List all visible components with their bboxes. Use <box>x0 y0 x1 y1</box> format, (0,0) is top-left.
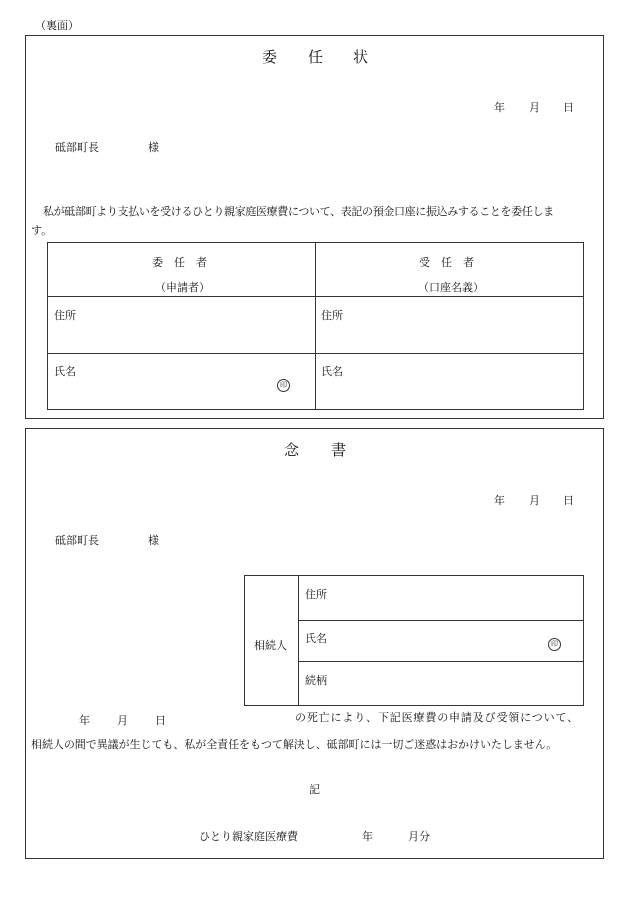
proxy-title-char-3: 状 <box>353 48 369 66</box>
heir-seal-mark: 印 <box>548 638 561 651</box>
ki-note-mark: 記 <box>309 783 320 796</box>
heir-table-row-line-2 <box>298 661 584 662</box>
page-side-label: （裏面） <box>35 19 79 32</box>
pledge-date-day: 日 <box>563 494 574 507</box>
proxy-table-row-line-2 <box>47 353 584 354</box>
heir-table-row-line-1 <box>298 620 584 621</box>
statement-year: 年 <box>79 714 90 727</box>
heir-table-divider <box>298 575 299 706</box>
proxy-delegate-address-label: 住所 <box>321 309 343 322</box>
proxy-date-month: 月 <box>529 101 540 114</box>
statement-day: 日 <box>155 714 166 727</box>
heir-label: 相続人 <box>254 639 287 652</box>
proxy-title-char-1: 委 <box>262 48 278 66</box>
pledge-title-char-1: 念 <box>284 441 300 459</box>
heir-address-label: 住所 <box>305 588 327 601</box>
proxy-title-char-2: 任 <box>308 48 324 66</box>
proxy-table-row-line-1 <box>47 296 584 297</box>
proxy-delegator-name-label: 氏名 <box>54 365 76 378</box>
heir-table <box>244 575 584 706</box>
footer-item: ひとり親家庭医療費 <box>199 830 298 843</box>
heir-name-label: 氏名 <box>305 632 327 645</box>
proxy-delegate-name-label: 氏名 <box>321 365 343 378</box>
proxy-date-day: 日 <box>563 101 574 114</box>
pledge-date-month: 月 <box>529 494 540 507</box>
statement-line-2: 相続人の間で異議が生じても、私が全責任をもつて解決し、砥部町には一切ご迷惑はおかけいたしません。 <box>31 738 558 751</box>
proxy-delegator-address-label: 住所 <box>54 309 76 322</box>
proxy-date-year: 年 <box>494 101 505 114</box>
statement-month: 月 <box>117 714 128 727</box>
heir-relation-label: 続柄 <box>305 674 327 687</box>
proxy-delegate-sub: （口座名義） <box>418 281 484 294</box>
pledge-addressee-honorific: 様 <box>148 534 159 547</box>
proxy-seal-mark: 印 <box>277 379 290 392</box>
proxy-body-line-2: す。 <box>31 224 53 237</box>
proxy-addressee-honorific: 様 <box>148 141 159 154</box>
proxy-delegator-header: 委 任 者 <box>152 256 207 269</box>
proxy-table-divider <box>315 242 316 410</box>
footer-month-portion: 月分 <box>408 830 430 843</box>
proxy-body-line-1: 私が砥部町より支払いを受けるひとり親家庭医療費について、表記の預金口座に振込みすることを委任しま <box>43 205 554 218</box>
pledge-title-char-2: 書 <box>331 441 347 459</box>
pledge-date-year: 年 <box>494 494 505 507</box>
pledge-addressee-name: 砥部町長 <box>55 534 99 547</box>
proxy-delegator-sub: （申請者） <box>155 281 210 294</box>
statement-line-1: の死亡により、下記医療費の申請及び受領について、 <box>295 711 579 724</box>
proxy-addressee-name: 砥部町長 <box>55 141 99 154</box>
proxy-delegate-header: 受 任 者 <box>419 256 474 269</box>
footer-year: 年 <box>362 830 373 843</box>
